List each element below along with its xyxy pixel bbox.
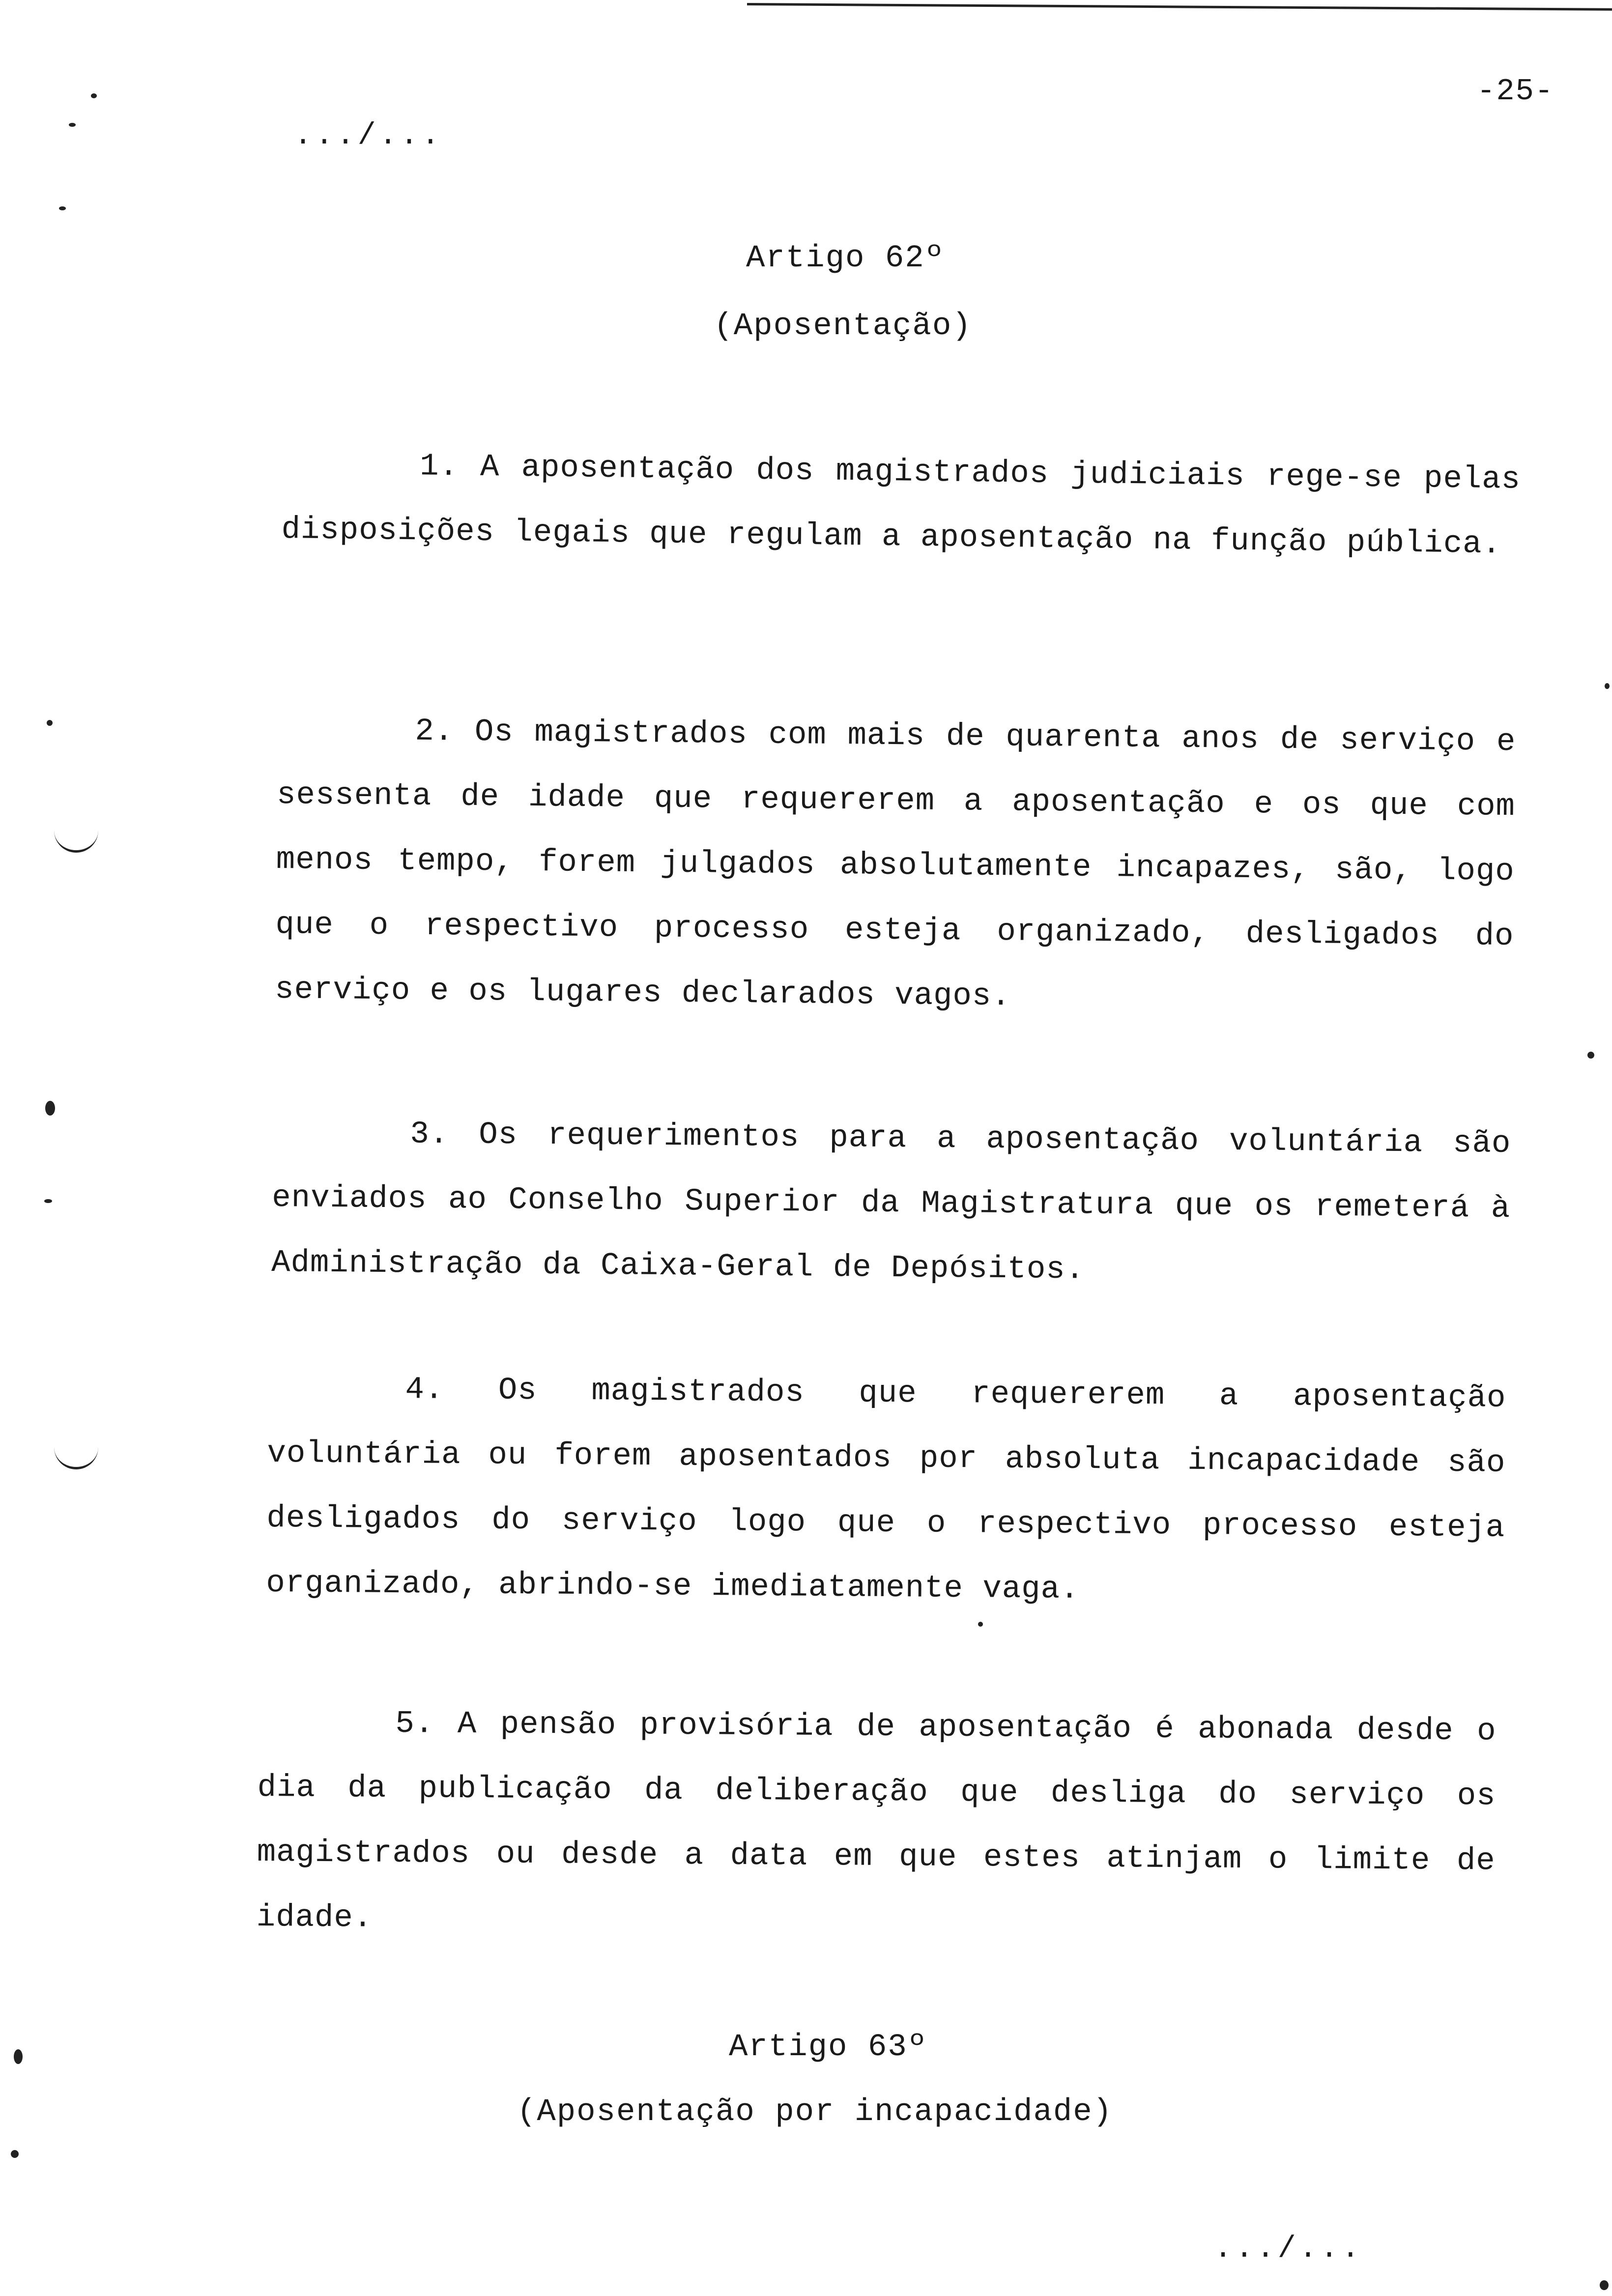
indent: [282, 473, 420, 474]
scan-speck: [1605, 683, 1610, 689]
scan-speck: [69, 123, 76, 127]
article-62-paragraph-4: [266, 1356, 1506, 1626]
scan-speck: [978, 1622, 983, 1627]
margin-arc-mark: [54, 1447, 98, 1469]
indent: [258, 1731, 395, 1732]
paragraph-text: 2. Os magistrados com mais de quarenta anos de serviço e sessenta de idade que requererem a aposentação e os que com menos tempo, forem julgados absolutamente incapazes, são, logo que o respectivo processo esteja organizado, desligados do serviço e os lugares declarados vagos.: [274, 714, 1516, 1015]
scan-speck: [11, 2150, 19, 2158]
article-62-paragraph-3: [271, 1101, 1511, 1306]
article-63-subtitle: (Aposentação por incapacidade): [517, 2095, 1113, 2130]
top-rule: [747, 3, 1612, 11]
paragraph-text: 4. Os magistrados que requererem a aposentação voluntária ou forem aposentados por absoluta incapacidade são desligados do serviço logo que o respectivo processo esteja organizado, abrindo-se imediatamente vaga.: [266, 1372, 1506, 1607]
margin-arc-mark: [54, 831, 98, 853]
indent: [272, 1141, 410, 1142]
scan-speck: [44, 1199, 52, 1203]
article-63-title: Artigo 63º: [728, 2030, 928, 2065]
article-62-paragraph-2: [275, 698, 1516, 1034]
scan-speck: [59, 206, 66, 210]
paragraph-text: 1. A aposentação dos magistrados judiciais rege-se pelas disposições legais que regulam a aposentação na função pública.: [281, 449, 1521, 563]
continuation-mark-bottom: .../...: [1214, 2231, 1363, 2266]
page-number: -25-: [1477, 74, 1554, 109]
scan-speck: [1587, 1052, 1594, 1059]
scan-speck: [91, 93, 97, 98]
paragraph-text: 5. A pensão provisória de aposentação é abonada desde o dia da publicação da deliberação que desliga do serviço os magistrados ou desde a data em que estes atinjam o limite de idade.: [256, 1706, 1497, 1936]
continuation-mark-top: .../...: [294, 118, 443, 153]
indent: [277, 738, 415, 740]
scan-speck: [47, 720, 53, 726]
scan-speck: [45, 1101, 55, 1116]
scan-speck: [14, 2049, 23, 2064]
scan-speck: [1600, 2280, 1609, 2290]
paragraph-text: 3. Os requerimentos para a aposentação voluntária são enviados ao Conselho Superior da Magistratura que os remeterá à Administração da Caixa-Geral de Depósitos.: [271, 1117, 1511, 1288]
article-62-paragraph-1: [281, 432, 1521, 577]
article-62-subtitle: (Aposentação): [714, 309, 972, 344]
article-62-paragraph-5: [256, 1691, 1497, 1959]
indent: [267, 1397, 405, 1398]
article-62-title: Artigo 62º: [746, 241, 945, 276]
